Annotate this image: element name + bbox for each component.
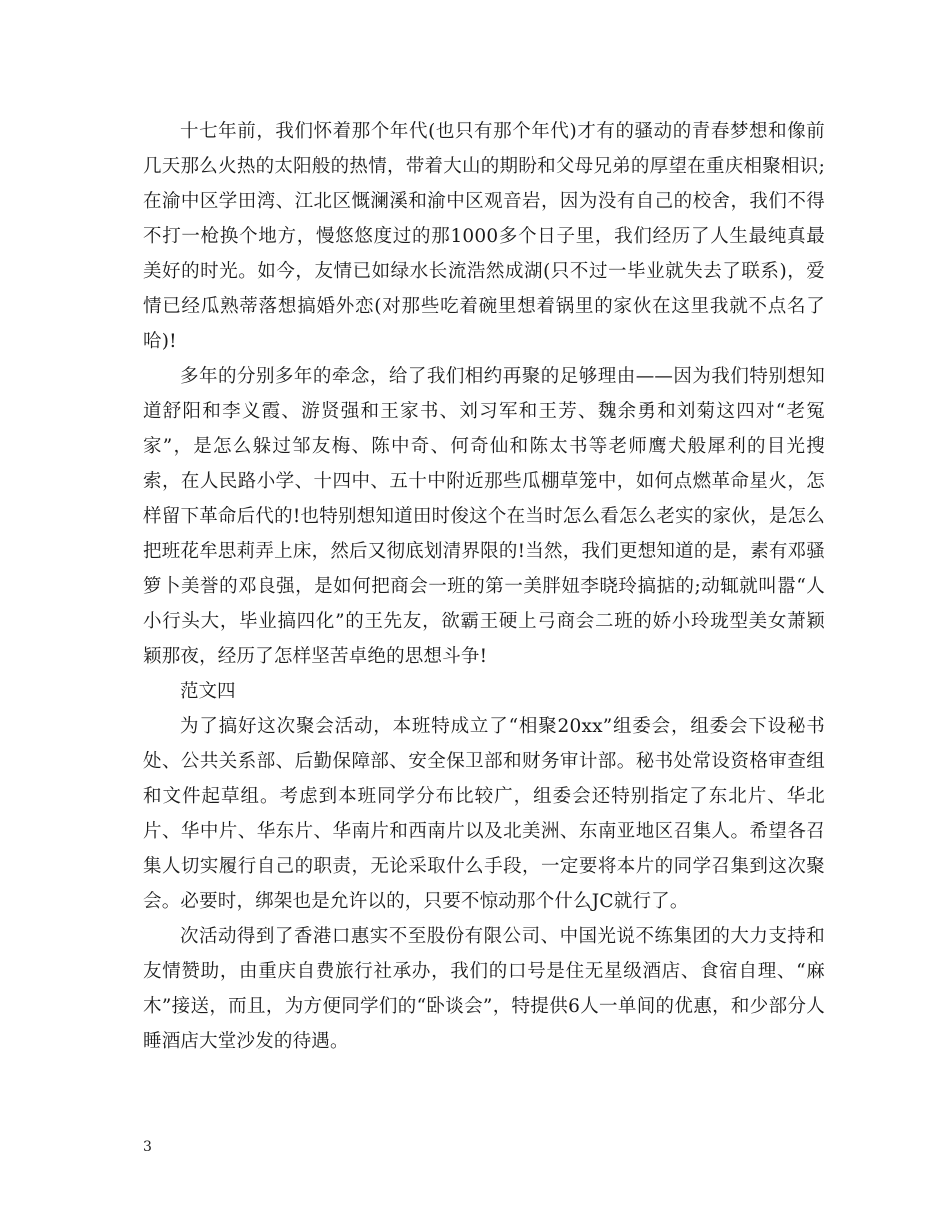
section-heading: 范文四 xyxy=(180,681,236,702)
paragraph-reasons-to-meet: 多年的分别多年的牵念，给了我们相约再聚的足够理由——因为我们特别想知道舒阳和李义霞、游贤强和王家书、刘习军和王芳、魏余勇和刘菊这四对“老冤家”，是怎么躲过邹友梅、陈中奇、何奇仙和陈太书等老师鹰犬般犀利的目光搜索，在人民路小学、十四中、五十中附近那些瓜棚草笼中，如何点燃革命星火，怎样留下革命后代的!也特别想知道田时俊这个在当时怎么看怎么老实的家伙，是怎么把班花牟思莉弄上床，然后又彻底划清界限的!当然，我们更想知道的是，素有邓骚箩卜美誉的邓良强，是如何把商会一班的第一美胖妞李晓玲搞掂的;动辄就叫嚣“人小行头大，毕业搞四化”的王先友，欲霸王硬上弓商会二班的娇小玲珑型美女萧颖颖那夜，经历了怎样坚苦卓绝的思想斗争! xyxy=(143,366,825,667)
page-number: 3 xyxy=(143,1139,152,1155)
paragraph-sponsorship: 次活动得到了香港口惠实不至股份有限公司、中国光说不练集团的大力支持和友情赞助，由重庆自费旅行社承办，我们的口号是住无星级酒店、食宿自理、“麻木”接送，而且，为方便同学们的“卧谈会”，特提供6人一单间的优惠，和少部分人睡酒店大堂沙发的待遇。 xyxy=(143,926,825,1052)
paragraph-organizing-committee: 为了搞好这次聚会活动，本班特成立了“相聚20xx”组委会，组委会下设秘书处、公共关系部、后勤保障部、安全保卫部和财务审计部。秘书处常设资格审查组和文件起草组。考虑到本班同学分布比较广，组委会还特别指定了东北片、华北片、华中片、华东片、华南片和西南片以及北美洲、东南亚地区召集人。希望各召集人切实履行自己的职责，无论采取什么手段，一定要将本片的同学召集到这次聚会。必要时，绑架也是允许以的，只要不惊动那个什么JC就行了。 xyxy=(143,716,825,912)
document-body xyxy=(143,114,825,1059)
paragraph-reunion-memories: 十七年前，我们怀着那个年代(也只有那个年代)才有的骚动的青春梦想和像前几天那么火热的太阳般的热情，带着大山的期盼和父母兄弟的厚望在重庆相聚相识;在渝中区学田湾、江北区慨澜溪和渝中区观音岩，因为没有自己的校舍，我们不得不打一枪换个地方，慢悠悠度过的那1000多个日子里，我们经历了人生最纯真最美好的时光。如今，友情已如绿水长流浩然成湖(只不过一毕业就失去了联系)，爱情已经瓜熟蒂落想搞婚外恋(对那些吃着碗里想着锅里的家伙在这里我就不点名了哈)! xyxy=(143,121,825,352)
